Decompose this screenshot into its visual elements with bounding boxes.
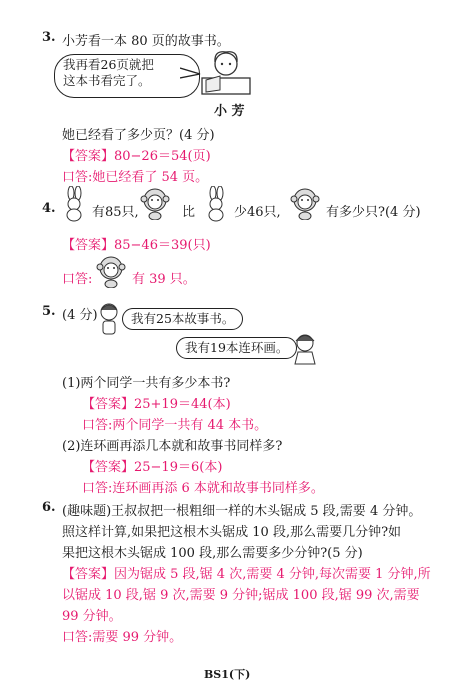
monkey-icon — [140, 186, 170, 220]
q6-line-1: (趣味题)王叔叔把一根粗细一样的木头锯成 5 段,需要 4 分钟。 — [62, 504, 422, 519]
q5-sub1-answer: 【答案】25+19＝44(本) — [82, 397, 231, 412]
bubble-line-2: 这本书看完了。 — [63, 73, 151, 88]
q4-reply: 有 39 只。 — [132, 272, 196, 287]
q6-number: 6. — [42, 500, 56, 515]
q3-stem: 小芳看一本 80 页的故事书。 — [62, 34, 230, 49]
monkey-icon — [96, 254, 126, 288]
speech-bubble-xiaofang — [54, 54, 200, 98]
girl-reading-icon — [200, 48, 252, 96]
q5-sub1-question: (1)两个同学一共有多少本书? — [62, 376, 231, 391]
q4-reply-prefix: 口答: — [62, 272, 93, 287]
q6-line-3: 果把这根木头锯成 100 段,那么需要多少分钟?(5 分) — [62, 546, 363, 561]
q6-reply: 口答:需要 99 分钟。 — [62, 630, 183, 645]
q5-points: (4 分) — [62, 308, 98, 323]
q5-number: 5. — [42, 304, 56, 319]
xiaofang-label: 小 芳 — [214, 104, 245, 119]
q4-number: 4. — [42, 201, 56, 216]
q6-answer-2: 以锯成 10 段,锯 9 次,需要 9 分钟;锯成 100 段,锯 99 次,需要 — [62, 588, 420, 603]
q3-number: 3. — [42, 30, 56, 45]
q3-question: 她已经看了多少页？(4 分) — [62, 128, 215, 143]
boy-icon — [98, 302, 120, 336]
q4-text-2: 比 — [182, 205, 196, 220]
bubble-line-1: 我再看26页就把 — [63, 57, 154, 72]
q5-sub1-reply: 口答:两个同学一共有 44 本书。 — [82, 418, 268, 433]
q4-answer: 【答案】85−46＝39(只) — [62, 238, 211, 253]
girl-icon — [292, 332, 318, 366]
q6-line-2: 照这样计算,如果把这根木头锯成 10 段,那么需要几分钟?如 — [62, 525, 402, 540]
q5-sub2-reply: 口答:连环画再添 6 本就和故事书同样多。 — [82, 481, 324, 496]
bubble-tail-icon — [180, 66, 202, 80]
q6-answer-3: 99 分钟。 — [62, 609, 122, 624]
speech-bubble-girl: 我有19本连环画。 — [176, 337, 297, 359]
rabbit-icon — [202, 186, 230, 222]
page-footer: BS1(下) — [204, 668, 251, 681]
q6-answer-1: 【答案】因为锯成 5 段,锯 4 次,需要 4 分钟,每次需要 1 分钟,所 — [62, 567, 431, 582]
q4-text-4: 有多少只?(4 分) — [326, 205, 421, 220]
q4-text-1: 有85只, — [92, 205, 139, 220]
monkey-icon — [290, 186, 320, 220]
q5-sub2-answer: 【答案】25−19＝6(本) — [82, 460, 223, 475]
rabbit-icon — [60, 186, 88, 222]
q4-text-3: 少46只, — [234, 205, 281, 220]
speech-bubble-boy: 我有25本故事书。 — [122, 308, 243, 330]
q5-sub2-question: (2)连环画再添几本就和故事书同样多? — [62, 439, 283, 454]
q3-answer: 【答案】80−26＝54(页) — [62, 149, 211, 164]
q3-reply: 口答:她已经看了 54 页。 — [62, 170, 209, 185]
